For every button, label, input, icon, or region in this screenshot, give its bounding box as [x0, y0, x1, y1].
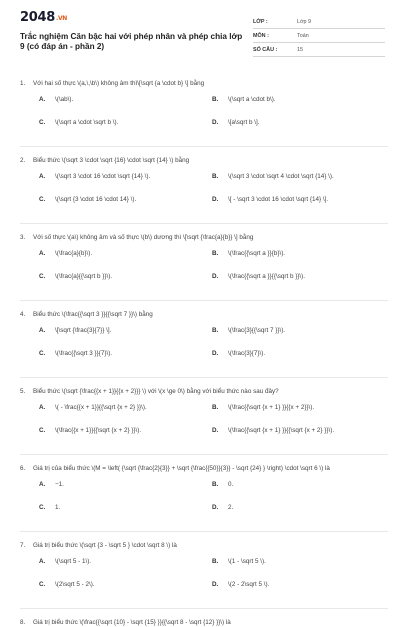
option-text: \[a\sqrt b \]. [228, 119, 260, 126]
page-header [20, 10, 385, 58]
option-letter: B. [212, 173, 219, 180]
question-number: 3. [20, 234, 26, 241]
option-letter: C. [39, 350, 46, 357]
option-letter: B. [212, 558, 219, 565]
question-item [20, 224, 388, 301]
option-text: \(1 - \sqrt 5 \). [228, 558, 266, 565]
meta-row-subject [253, 29, 385, 43]
option-letter: C. [39, 273, 46, 280]
question-number: 5. [20, 388, 26, 395]
option-row [20, 326, 388, 349]
question-item [20, 609, 388, 627]
option-row [20, 95, 388, 118]
answer-options [20, 480, 388, 531]
option-text: \(\frac{3}{{\sqrt 7 }}\). [228, 327, 286, 334]
answer-option[interactable] [39, 503, 60, 512]
meta-key: LỚP : [253, 19, 268, 25]
option-row [20, 272, 388, 295]
meta-key: SỐ CÂU : [253, 47, 278, 53]
option-text: \(2 - 2\sqrt 5 \). [228, 581, 270, 588]
answer-option[interactable] [39, 557, 91, 566]
answer-option[interactable] [212, 326, 285, 335]
question-list [20, 70, 388, 627]
question-item [20, 301, 388, 378]
answer-option[interactable] [212, 349, 265, 358]
option-letter: B. [212, 404, 219, 411]
option-text: \(2\sqrt 5 - 2\). [55, 581, 95, 588]
option-letter: C. [39, 504, 46, 511]
meta-value: Toán [297, 33, 309, 39]
question-stem [20, 378, 388, 396]
option-row [20, 580, 388, 603]
answer-option[interactable] [212, 95, 276, 104]
answer-option[interactable] [212, 272, 305, 281]
option-letter: A. [39, 327, 46, 334]
question-text: Giá trị của biểu thức \(M = \left( {\sqrt {\frac{2}{3}} + \sqrt {\frac{{50}}{3}} - \sqrt {24} } \right) \cdot \sqrt 6 \) là [33, 465, 330, 472]
option-letter: B. [212, 327, 219, 334]
answer-option[interactable] [39, 580, 95, 589]
option-letter: D. [212, 504, 219, 511]
option-text: \(\ab\). [55, 96, 74, 103]
question-item [20, 147, 388, 224]
question-item [20, 70, 388, 147]
answer-option[interactable] [39, 349, 112, 358]
option-row [20, 557, 388, 580]
option-letter: A. [39, 481, 46, 488]
question-item [20, 378, 388, 455]
answer-options [20, 172, 388, 223]
question-number: 4. [20, 311, 26, 318]
option-text: \(\sqrt {3 \cdot 16 \cdot 14} \). [55, 196, 137, 203]
question-number: 2. [20, 157, 26, 164]
option-text: \(\frac{{x + 1}}{{\sqrt {x + 2} }}\). [55, 427, 142, 434]
answer-option[interactable] [39, 403, 147, 412]
answer-option[interactable] [39, 95, 73, 104]
option-letter: C. [39, 196, 46, 203]
question-text: Biểu thức \(\sqrt {\frac{{x + 1}}{{x + 2}}} \) với \(x \ge 0\) bằng với biểu thức nào sau đây? [33, 388, 279, 395]
answer-options [20, 403, 388, 454]
option-letter: A. [39, 558, 46, 565]
answer-option[interactable] [39, 326, 111, 335]
answer-option[interactable] [212, 503, 233, 512]
answer-option[interactable] [212, 403, 314, 412]
answer-option[interactable] [212, 118, 260, 127]
question-text: Với hai số thực \(a,\,\b\) không âm thì\[\sqrt {a \cdot b} \] bằng [33, 80, 205, 87]
option-letter: D. [212, 427, 219, 434]
option-row [20, 403, 388, 426]
answer-option[interactable] [39, 426, 141, 435]
option-text: 2. [228, 504, 234, 511]
option-letter: D. [212, 581, 219, 588]
question-stem [20, 224, 388, 242]
option-letter: C. [39, 119, 46, 126]
quiz-meta-table [253, 15, 385, 57]
option-letter: B. [212, 250, 219, 257]
answer-option[interactable] [39, 480, 64, 489]
option-text: 0. [228, 481, 234, 488]
option-row [20, 249, 388, 272]
option-letter: D. [212, 119, 219, 126]
question-item [20, 532, 388, 609]
question-item [20, 455, 388, 532]
answer-option[interactable] [39, 172, 150, 181]
quiz-title: Trắc nghiệm Căn bậc hai với phép nhân và phép chia lớp 9 (có đáp án - phần 2) [20, 32, 243, 51]
meta-row-class [253, 15, 385, 29]
question-text: Biểu thức \(\sqrt 3 \cdot \sqrt {16} \cdot \sqrt {14} \) bằng [33, 157, 190, 164]
answer-option[interactable] [39, 249, 92, 258]
option-text: \(\sqrt a \cdot \sqrt b \). [55, 119, 119, 126]
meta-value: Lớp 9 [297, 19, 312, 25]
option-text: \(\sqrt 3 \cdot \sqrt 4 \cdot \sqrt {14} \). [228, 173, 334, 180]
answer-option[interactable] [212, 249, 285, 258]
option-text: −1. [55, 481, 64, 488]
answer-option[interactable] [212, 580, 269, 589]
answer-option[interactable] [39, 195, 136, 204]
question-stem [20, 301, 388, 319]
question-number: 1. [20, 80, 26, 87]
answer-option[interactable] [212, 426, 334, 435]
option-text: 1. [55, 504, 61, 511]
option-letter: A. [39, 404, 46, 411]
option-row [20, 172, 388, 195]
question-number: 7. [20, 542, 26, 549]
question-text: Giá trị biểu thức \(\frac{{\sqrt {10} - \sqrt {15} }}{{\sqrt 8 - \sqrt {12} }}\) là [33, 619, 231, 626]
option-letter: A. [39, 96, 46, 103]
option-letter: C. [39, 581, 46, 588]
question-text: Với số thực \(a\) không âm và số thực \(b\) dương thì \[\sqrt {\frac{a}{b}} \] bằng [33, 234, 254, 241]
answer-option[interactable] [212, 172, 334, 181]
option-row [20, 118, 388, 141]
question-stem [20, 609, 388, 627]
question-stem [20, 532, 388, 550]
option-text: \(\frac{a}{{\sqrt b }}\). [55, 273, 113, 280]
option-text: \( - \frac{{x + 1}}{{\sqrt {x + 2} }}\). [55, 404, 147, 411]
option-text: \[ - \sqrt 3 \cdot 16 \cdot \sqrt {14} \]. [228, 196, 329, 203]
answer-options [20, 249, 388, 300]
question-stem [20, 455, 388, 473]
question-text: Biểu thức \(\frac{{\sqrt 3 }}{{\sqrt 7 }}\) bằng [33, 311, 153, 318]
option-letter: D. [212, 273, 219, 280]
option-text: \(\sqrt 3 \cdot 16 \cdot \sqrt {14} \). [55, 173, 151, 180]
option-text: \(\frac{{\sqrt a }}{b}\). [228, 250, 286, 257]
answer-option[interactable] [212, 557, 266, 566]
logo-suffix: .VN [55, 15, 68, 22]
question-stem [20, 147, 388, 165]
option-row [20, 503, 388, 526]
option-text: \(\sqrt 5 - 1\). [55, 558, 92, 565]
option-row [20, 480, 388, 503]
answer-option[interactable] [39, 118, 118, 127]
option-text: \(\frac{{\sqrt 3 }}{7}\). [55, 350, 113, 357]
meta-value: 15 [297, 47, 303, 53]
answer-options [20, 326, 388, 377]
answer-option[interactable] [39, 272, 112, 281]
option-letter: C. [39, 427, 46, 434]
option-row [20, 349, 388, 372]
option-letter: D. [212, 196, 219, 203]
option-text: \(\frac{{\sqrt {x + 1} }}{{x + 2}}\). [228, 404, 315, 411]
meta-key: MÔN : [253, 33, 269, 39]
option-text: \(\frac{{\sqrt {x + 1} }}{{\sqrt {x + 2} }}\). [228, 427, 335, 434]
meta-row-count [253, 43, 385, 57]
question-text: Giá trị biểu thức \(\sqrt {3 - \sqrt 5 } \cdot \sqrt 8 \) là [33, 542, 177, 549]
logo-text: 2048 [20, 10, 55, 25]
answer-option[interactable] [212, 195, 328, 204]
option-text: \(\frac{3}{7}\). [228, 350, 266, 357]
option-text: \(\frac{{\sqrt a }}{{\sqrt b }}\). [228, 273, 306, 280]
option-letter: B. [212, 481, 219, 488]
answer-options [20, 557, 388, 608]
question-number: 8. [20, 619, 26, 626]
question-number: 6. [20, 465, 26, 472]
option-text: \(\sqrt a \cdot b\). [228, 96, 276, 103]
option-letter: B. [212, 96, 219, 103]
option-text: \(\frac{a}{b}\). [55, 250, 93, 257]
question-stem [20, 70, 388, 88]
option-letter: D. [212, 350, 219, 357]
answer-options [20, 95, 388, 146]
option-row [20, 426, 388, 449]
option-letter: A. [39, 250, 46, 257]
option-text: \[\sqrt {\frac{3}{7}} \]. [55, 327, 112, 334]
site-logo[interactable] [20, 10, 67, 25]
answer-option[interactable] [212, 480, 233, 489]
option-letter: A. [39, 173, 46, 180]
option-row [20, 195, 388, 218]
